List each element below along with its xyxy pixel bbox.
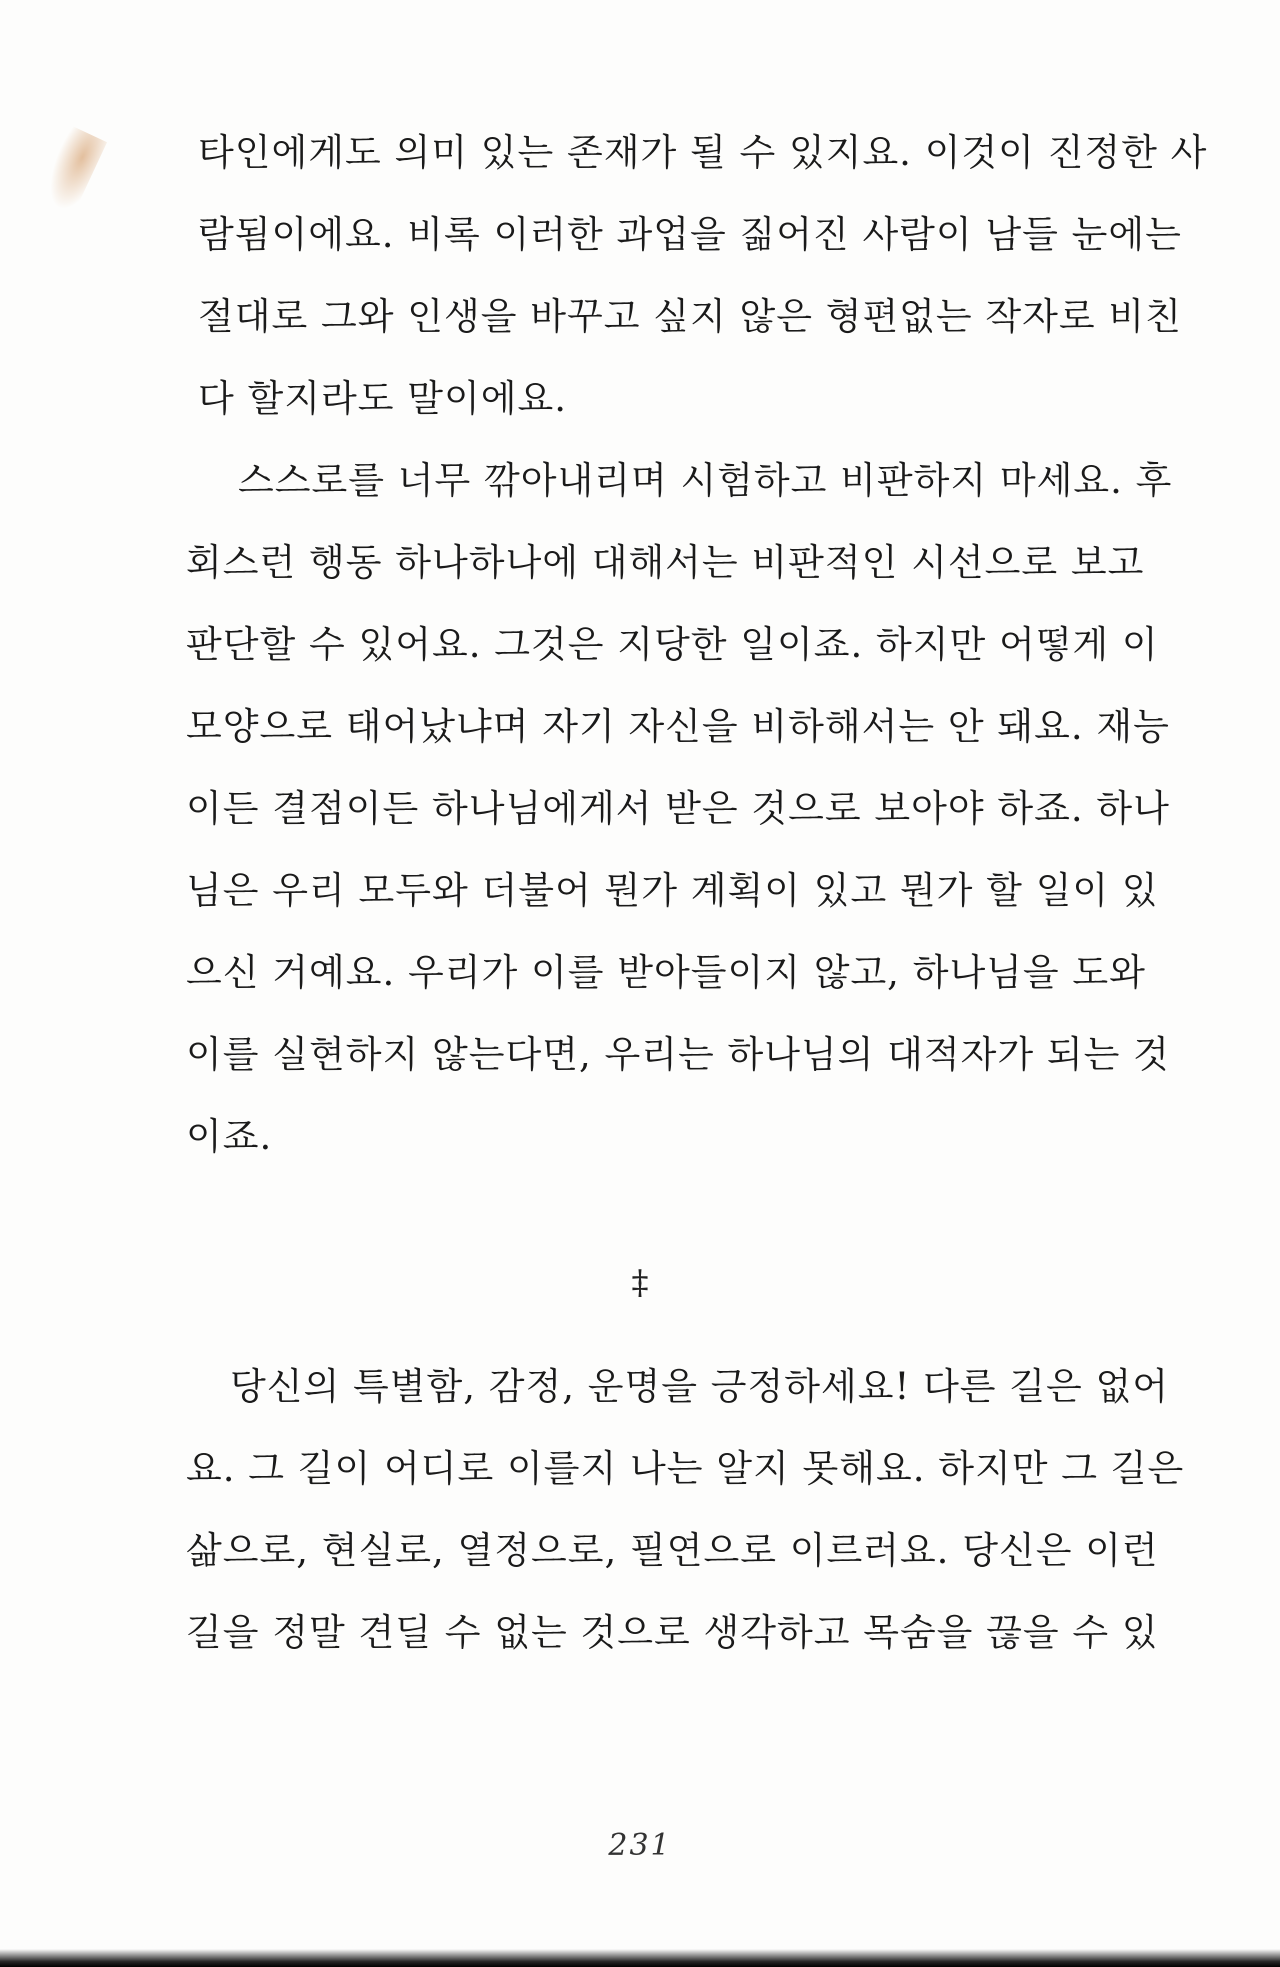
text-line: 이든 결점이든 하나님에게서 받은 것으로 보아야 하죠. 하나 xyxy=(186,787,1170,830)
text-line: 요. 그 길이 어디로 이를지 나는 알지 못해요. 하지만 그 길은 xyxy=(186,1447,1185,1490)
page-bottom-edge xyxy=(0,1949,1280,1967)
text-line: 이를 실현하지 않는다면, 우리는 하나님의 대적자가 되는 것 xyxy=(186,1033,1170,1076)
text-line: 님은 우리 모두와 더불어 뭔가 계획이 있고 뭔가 할 일이 있 xyxy=(186,869,1159,912)
page-stain xyxy=(37,125,107,214)
text-line: 절대로 그와 인생을 바꾸고 싶지 않은 형편없는 작자로 비친 xyxy=(198,295,1182,338)
text-line: 타인에게도 의미 있는 존재가 될 수 있지요. 이것이 진정한 사 xyxy=(198,131,1208,174)
text-line: 다 할지라도 말이에요. xyxy=(198,377,567,420)
text-line: 당신의 특별함, 감정, 운명을 긍정하세요! 다른 길은 없어 xyxy=(230,1365,1170,1408)
text-line: 삶으로, 현실로, 열정으로, 필연으로 이르러요. 당신은 이런 xyxy=(186,1529,1159,1572)
text-line: 회스런 행동 하나하나에 대해서는 비판적인 시선으로 보고 xyxy=(186,541,1145,584)
page-number: 231 xyxy=(608,1828,672,1863)
text-line: 으신 거예요. 우리가 이를 받아들이지 않고, 하나님을 도와 xyxy=(186,951,1146,994)
section-divider: ‡ xyxy=(631,1263,649,1303)
text-line: 이죠. xyxy=(186,1115,273,1158)
text-line: 람됨이에요. 비록 이러한 과업을 짊어진 사람이 남들 눈에는 xyxy=(198,213,1182,256)
text-line: 모양으로 태어났냐며 자기 자신을 비하해서는 안 돼요. 재능 xyxy=(186,705,1170,748)
text-line: 길을 정말 견딜 수 없는 것으로 생각하고 목숨을 끊을 수 있 xyxy=(186,1611,1159,1654)
text-line: 스스로를 너무 깎아내리며 시험하고 비판하지 마세요. 후 xyxy=(238,459,1173,502)
text-line: 판단할 수 있어요. 그것은 지당한 일이죠. 하지만 어떻게 이 xyxy=(186,623,1159,666)
